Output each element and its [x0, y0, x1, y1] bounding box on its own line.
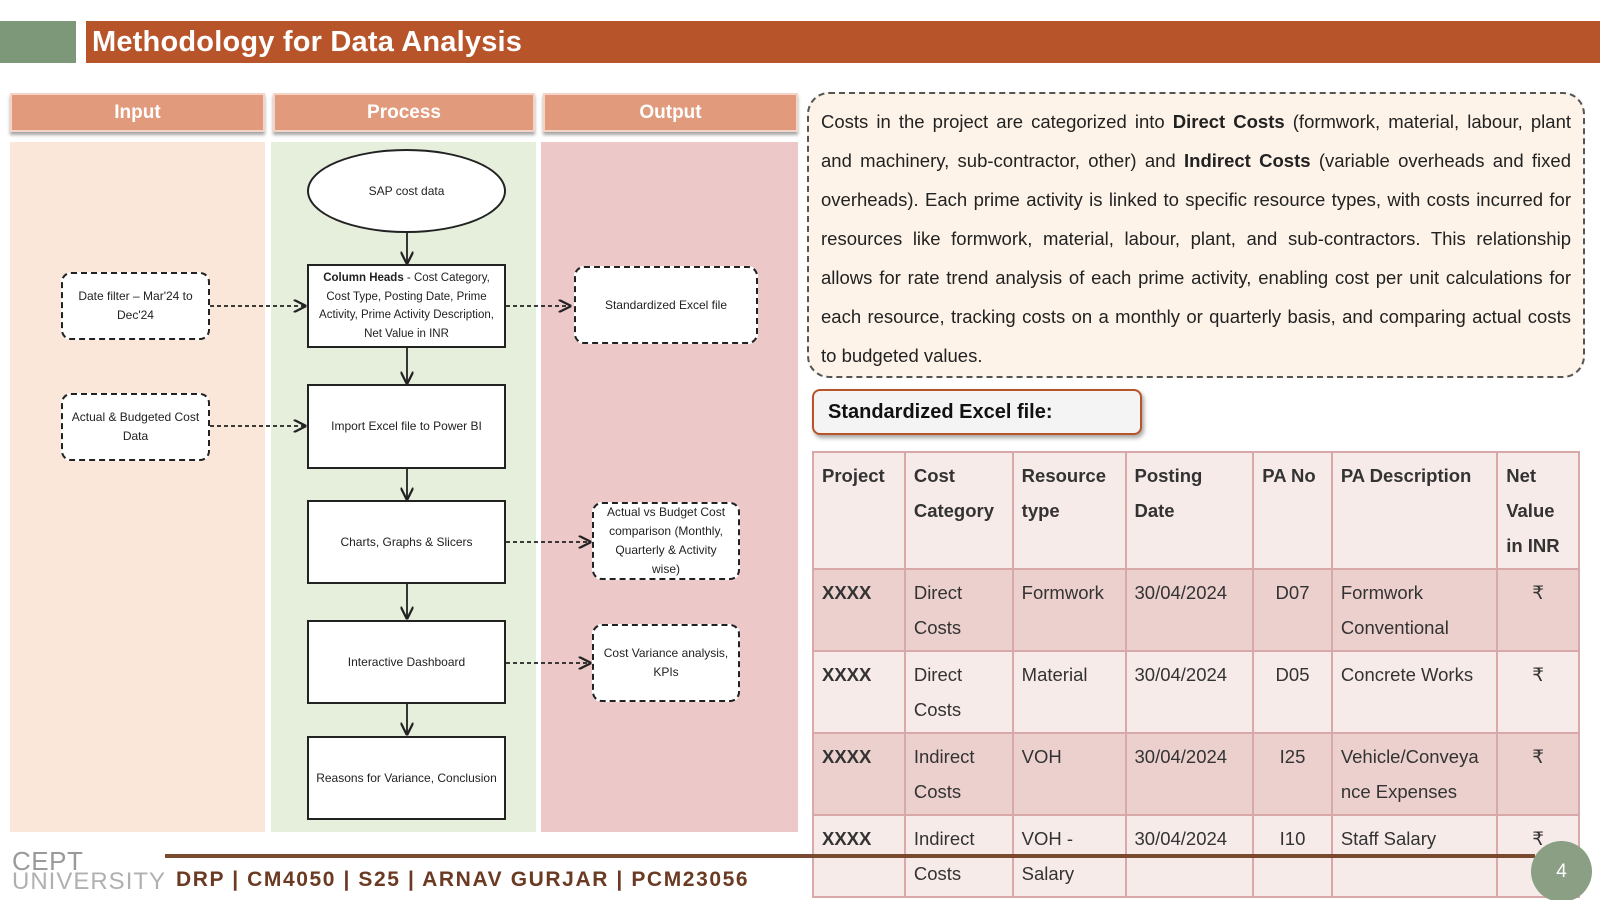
- cell-net-value: ₹: [1497, 569, 1579, 651]
- cell-cost-category: Indirect Costs: [905, 815, 1013, 897]
- cell-pa-no: D07: [1253, 569, 1332, 651]
- interactive-dashboard-text: Interactive Dashboard: [347, 654, 466, 669]
- reasons-for-variance-text: Reasons for Variance, Conclusion: [316, 770, 497, 785]
- cell-net-value: ₹: [1497, 733, 1579, 815]
- actual-budget-data-box: [61, 393, 210, 461]
- direct-costs-bold: Direct Costs: [1172, 111, 1285, 132]
- interactive-dashboard-box: [307, 620, 506, 704]
- cell-project: XXXX: [813, 569, 905, 651]
- standardized-excel-output-box: [574, 266, 758, 344]
- standardized-excel-output-text: Standardized Excel file: [604, 297, 728, 312]
- column-heads-box: [307, 264, 506, 348]
- charts-graphs-slicers-box: [307, 500, 506, 584]
- cell-project: XXXX: [813, 733, 905, 815]
- process-column-background: [271, 142, 536, 832]
- cell-posting-date: 30/04/2024: [1126, 733, 1254, 815]
- cost-variance-box: [592, 624, 740, 702]
- column-heads-bold: Column Heads: [323, 272, 404, 284]
- input-column-background: [10, 142, 265, 832]
- actual-vs-budget-box: [592, 502, 740, 580]
- cell-cost-category: Indirect Costs: [905, 733, 1013, 815]
- description-part-2: (formwork, material, labour, plant and machinery, sub-contractor, other) and: [821, 111, 1571, 171]
- cell-pa-no: D05: [1253, 651, 1332, 733]
- university-logo-line-2: UNIVERSITY: [12, 868, 167, 895]
- table-row: [813, 733, 1579, 815]
- table-row: [813, 569, 1579, 651]
- page-title: Methodology for Data Analysis: [92, 26, 523, 58]
- indirect-costs-bold: Indirect Costs: [1184, 150, 1311, 171]
- cell-cost-category: Direct Costs: [905, 651, 1013, 733]
- header-net-value: Net Value in INR: [1497, 452, 1579, 569]
- description-text: [821, 102, 1571, 375]
- import-power-bi-text: Import Excel file to Power BI: [331, 419, 482, 433]
- cost-variance-text: Cost Variance analysis, KPIs: [603, 646, 729, 679]
- cell-posting-date: 30/04/2024: [1126, 569, 1254, 651]
- actual-budget-data-text: Actual & Budgeted Cost Data: [71, 410, 200, 443]
- date-filter-text: Date filter – Mar'24 to Dec'24: [78, 289, 193, 322]
- title-accent-block: [0, 21, 76, 63]
- header-pa-no: PA No: [1253, 452, 1332, 569]
- title-bar: [0, 21, 1600, 63]
- column-heads-text: [315, 269, 498, 343]
- cell-posting-date: 30/04/2024: [1126, 815, 1254, 897]
- cell-posting-date: 30/04/2024: [1126, 651, 1254, 733]
- charts-graphs-slicers-text: Charts, Graphs & Slicers: [340, 534, 473, 549]
- table-row: [813, 651, 1579, 733]
- header-cost-category: Cost Category: [905, 452, 1013, 569]
- page-number-badge: [1531, 841, 1592, 900]
- cell-pa-description: Staff Salary: [1332, 815, 1497, 897]
- cell-project: XXXX: [813, 815, 905, 897]
- standardized-excel-table: [812, 451, 1580, 898]
- table-header-row: [813, 452, 1579, 569]
- university-logo-line-1: CEPT: [12, 846, 84, 876]
- page-number: 4: [1556, 860, 1567, 882]
- date-filter-box: [61, 272, 210, 340]
- cell-project: XXXX: [813, 651, 905, 733]
- reasons-for-variance-box: [307, 736, 506, 820]
- cell-resource-type: VOH - Salary: [1013, 815, 1126, 897]
- footer-course-info: DRP | CM4050 | S25 | ARNAV GURJAR | PCM23056: [176, 868, 750, 891]
- cell-pa-description: Vehicle/Conveyance Expenses: [1332, 733, 1497, 815]
- cell-net-value: ₹: [1497, 815, 1579, 897]
- header-resource-type: Resource type: [1013, 452, 1126, 569]
- cell-pa-description: Formwork Conventional: [1332, 569, 1497, 651]
- cell-cost-category: Direct Costs: [905, 569, 1013, 651]
- description-box: [807, 92, 1585, 378]
- cell-pa-no: I25: [1253, 733, 1332, 815]
- sap-cost-data-text: SAP cost data: [368, 183, 445, 198]
- cell-pa-no: I10: [1253, 815, 1332, 897]
- standardized-excel-label: Standardized Excel file:: [812, 389, 1142, 435]
- input-column-header: Input: [10, 93, 265, 132]
- process-column-header: Process: [273, 93, 535, 132]
- output-column-header: Output: [543, 93, 798, 132]
- description-part-1: Costs in the project are categorized into: [821, 111, 1173, 132]
- header-posting-date: Posting Date: [1126, 452, 1254, 569]
- header-project: Project: [813, 452, 905, 569]
- cell-resource-type: VOH: [1013, 733, 1126, 815]
- import-power-bi-box: [307, 384, 506, 469]
- column-heads-detail: - Cost Category, Cost Type, Posting Date, Prime Activity, Prime Activity Description, Net Value in INR: [319, 272, 494, 340]
- description-part-3: (variable overheads and fixed overheads). Each prime activity is linked to specific resource types, with costs incurred for resources like formwork, material, labour, plant, and sub-contractors. This relationship allows for rate trend analysis of each prime activity, enabling cost per unit calculations for each resource, tracking costs on a monthly or quarterly basis, and comparing actual costs to budgeted values.: [821, 150, 1571, 366]
- cell-net-value: ₹: [1497, 651, 1579, 733]
- header-pa-description: PA Description: [1332, 452, 1497, 569]
- cell-resource-type: Formwork: [1013, 569, 1126, 651]
- output-column-background: [541, 142, 798, 832]
- sap-cost-data-oval: [307, 149, 506, 233]
- cell-pa-description: Concrete Works: [1332, 651, 1497, 733]
- actual-vs-budget-text: Actual vs Budget Cost comparison (Monthly, Quarterly & Activity wise): [606, 505, 726, 576]
- footer-divider: [165, 854, 1535, 858]
- cell-resource-type: Material: [1013, 651, 1126, 733]
